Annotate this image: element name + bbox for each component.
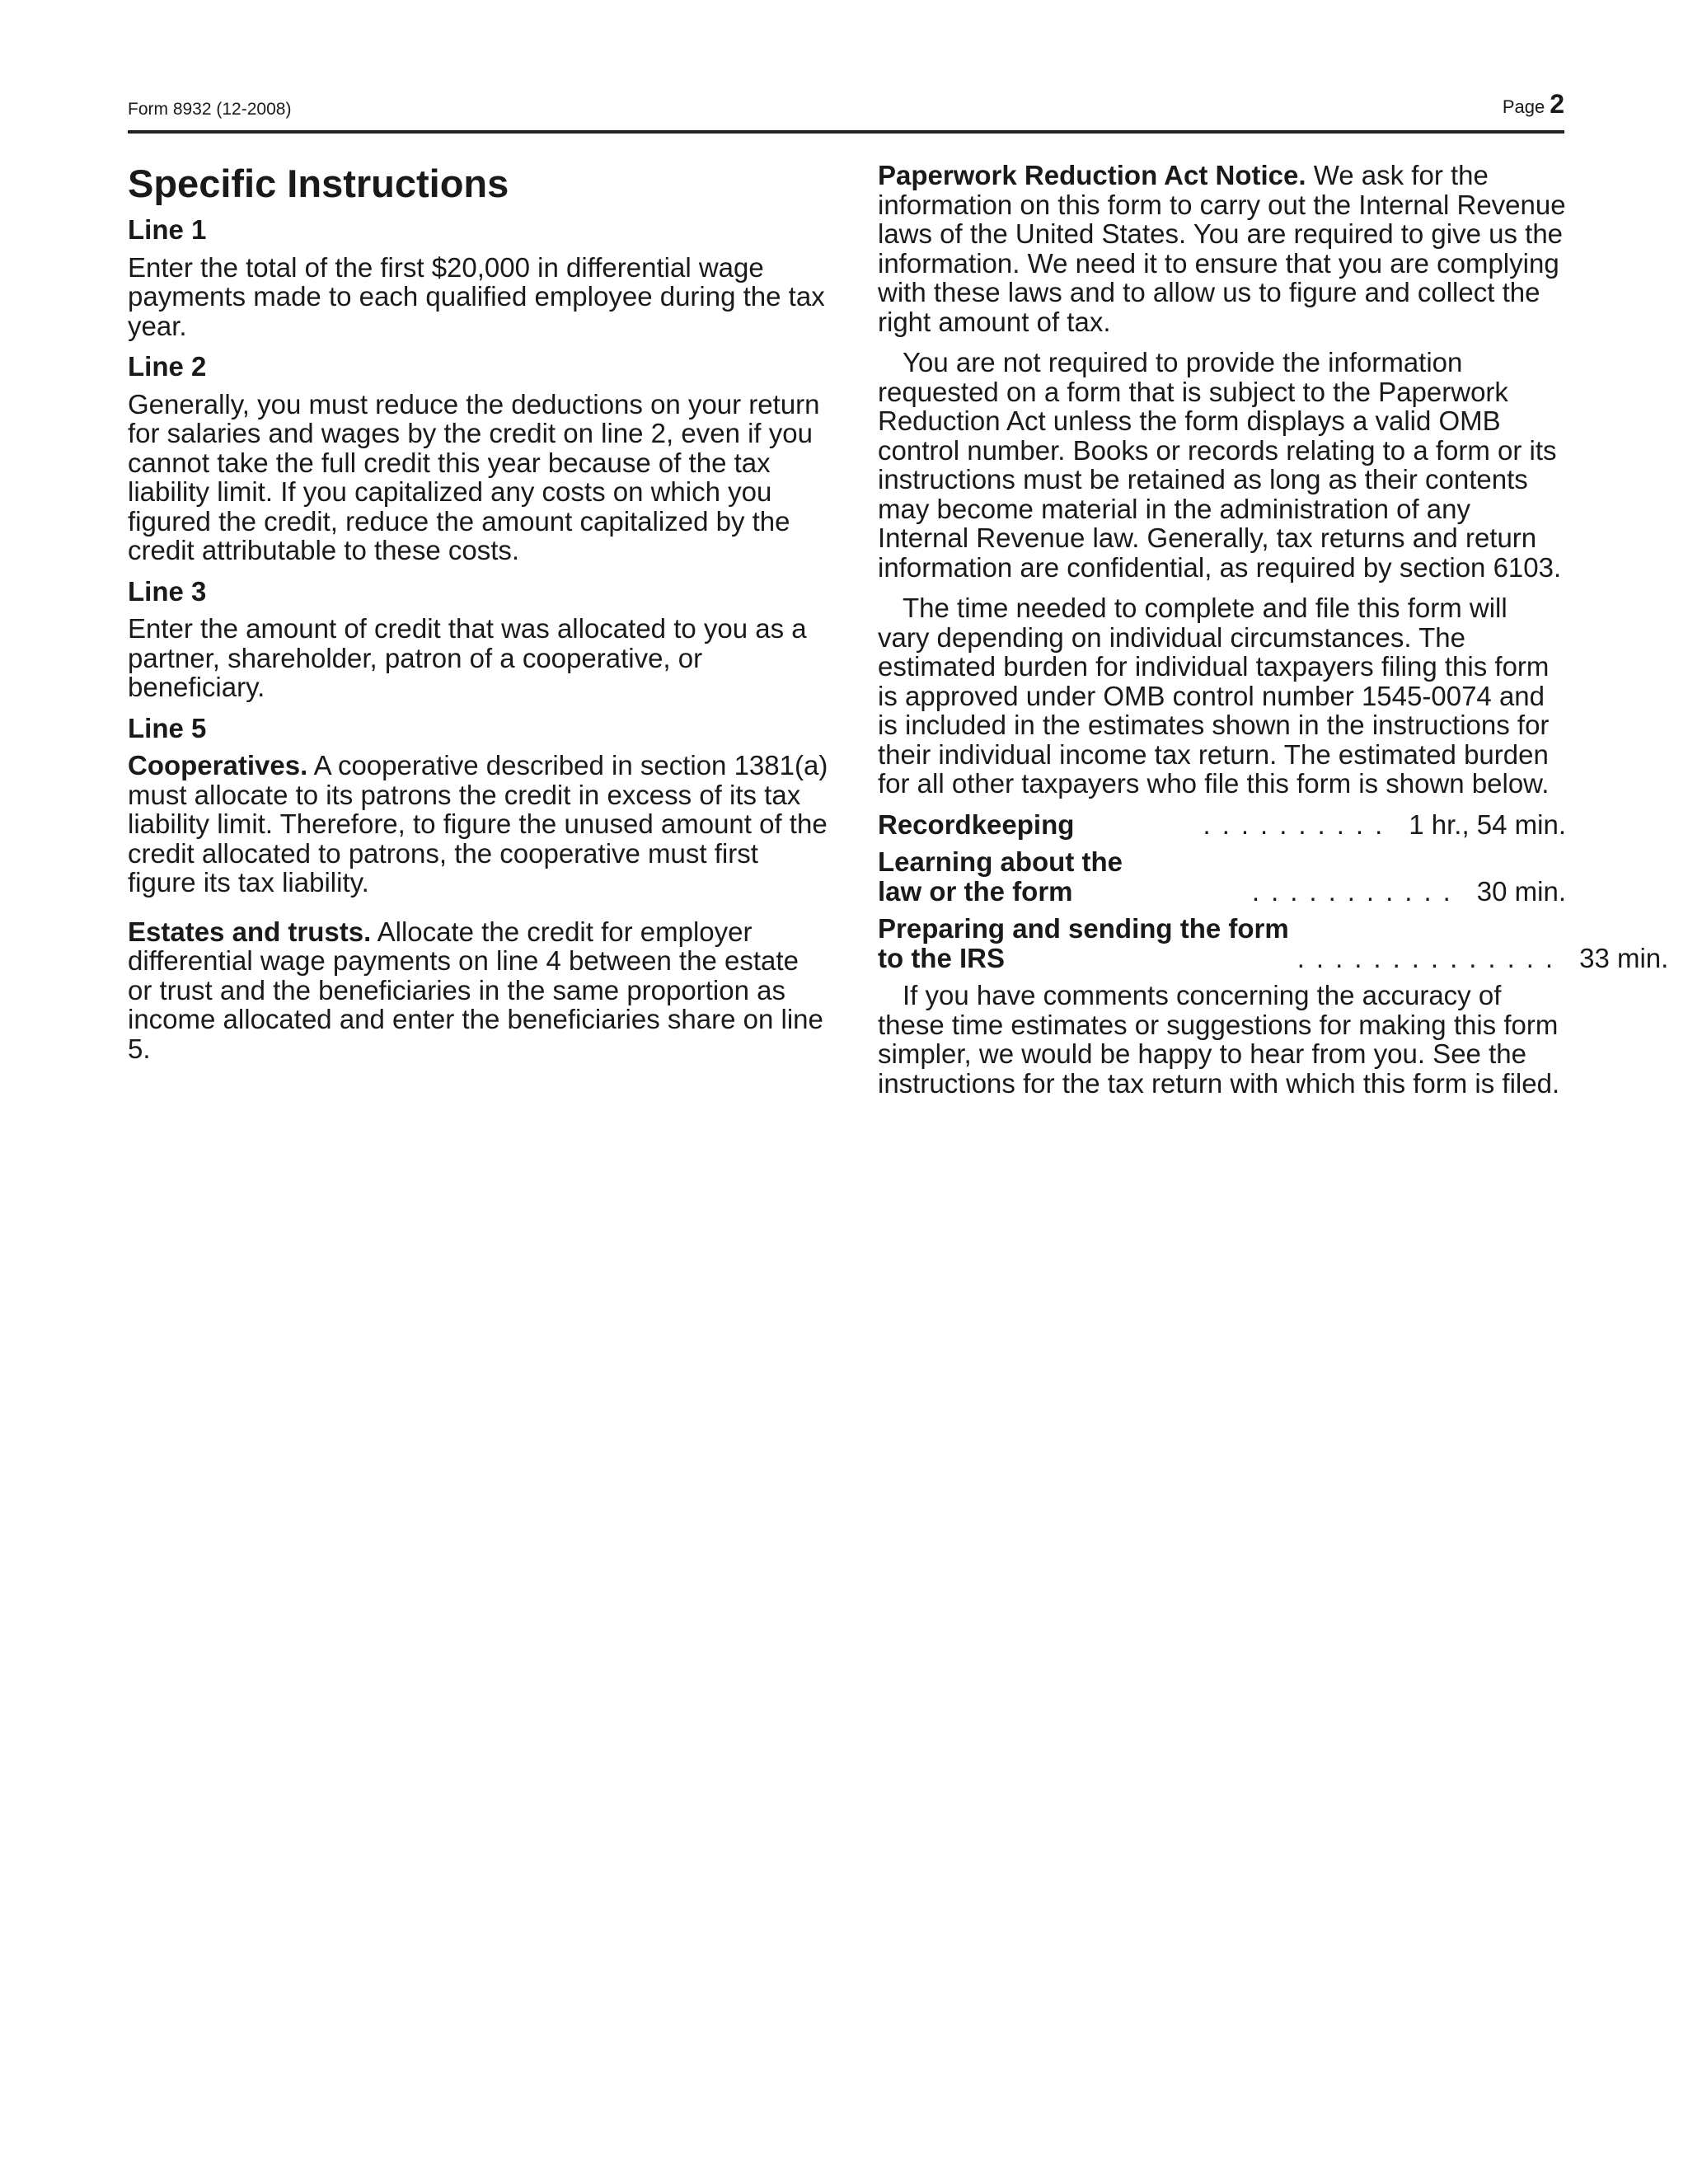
leader-dots: ...........: [1251, 875, 1462, 907]
omb-paragraph: You are not required to provide the information requested on a form that is subject to the Paperwork Reduction Act unless the form displays a valid OMB control number. Books or records relating to a form or its instructions must be retained as long as their contents may become material in the administration of any Internal Revenue law. Generally, tax returns and return information are confidential, as required by section 6103.: [878, 347, 1562, 583]
line3-heading: Line 3: [128, 575, 207, 607]
cooperatives-heading: Cooperatives.: [128, 750, 308, 780]
paperwork-text: We ask for the information on this form to carry out the Internal Revenue laws of the United States. You are required to give us the information. We need it to ensure that you are complying with these laws and to allow us to figure and collect the right amount of tax.: [878, 160, 1566, 337]
left-column: [128, 161, 828, 1075]
line1-paragraph: Enter the total of the first $20,000 in differential wage payments made to each qualified employee during the tax year.: [128, 251, 825, 341]
paperwork-heading: Paperwork Reduction Act Notice.: [878, 160, 1306, 190]
page-header: [128, 89, 1564, 134]
page-number: 2: [1550, 89, 1564, 119]
right-column: [878, 160, 1669, 1109]
line1-heading: Line 1: [128, 214, 207, 245]
recordkeeping-time: 1 hr., 54 min.: [1409, 808, 1566, 840]
learning-label-line1: Learning about the: [878, 846, 1123, 877]
learning-label: [878, 847, 1123, 906]
burden-paragraph: The time needed to complete and file this form will vary depending on individual circumstances. The estimated burden for individual taxpayers filing this form is approved under OMB control number 1545-0074 and is included in the estimates shown in the instructions for their individual income tax return. The estimated burden for all other taxpayers who file this form is shown below.: [878, 593, 1550, 799]
preparing-label-line1: Preparing and sending the form: [878, 913, 1289, 944]
recordkeeping-label: Recordkeeping: [878, 808, 1075, 840]
leader-dots: ..............: [1296, 942, 1565, 973]
section-title: Specific Instructions: [128, 162, 509, 205]
comments-paragraph: If you have comments concerning the accuracy of these time estimates or suggestions for making this form simpler, we would be happy to hear from you. See the instructions for the tax return with which this form is filed.: [878, 980, 1560, 1099]
line2-heading: Line 2: [128, 351, 207, 382]
page-label: Page: [1502, 96, 1545, 117]
learning-time: 30 min.: [1476, 875, 1566, 907]
preparing-label: [878, 914, 1289, 972]
preparing-time: 33 min.: [1579, 942, 1669, 973]
estates-text: Allocate the credit for employer differential wage payments on line 4 between the estate or trust and the beneficiaries in the same proportion as income allocated and enter the beneficiaries share on line 5.: [128, 916, 823, 1064]
preparing-row: [878, 913, 1669, 973]
paperwork-paragraph: [878, 161, 1566, 336]
cooperatives-paragraph: [128, 751, 828, 898]
recordkeeping-row: [878, 810, 1566, 840]
estates-paragraph: [128, 917, 828, 1064]
form-identifier: Form 8932 (12-2008): [128, 100, 292, 119]
page-indicator: [1503, 89, 1564, 120]
line2-paragraph: Generally, you must reduce the deductions on your return for salaries and wages by the credit on line 2, even if you cannot take the full credit this year because of the tax liability limit. If you capitalized any costs on which you figured the credit, reduce the amount capitalized by the credit attributable to these costs.: [128, 388, 820, 565]
line5-heading: Line 5: [128, 712, 207, 743]
learning-row: [878, 847, 1566, 906]
cooperatives-text: A cooperative described in section 1381(a) must allocate to its patrons the credit in excess of its tax liability limit. Therefore, to figure the unused amount of the credit allocated to patrons, the cooperative must first figure its tax liability.: [128, 750, 828, 898]
line3-paragraph: Enter the amount of credit that was allocated to you as a partner, shareholder, patron of a cooperative, or beneficiary.: [128, 613, 807, 702]
learning-label-line2: law or the form: [878, 875, 1073, 907]
estates-heading: Estates and trusts.: [128, 916, 372, 947]
preparing-label-line2: to the IRS: [878, 942, 1005, 973]
leader-dots: ..........: [1203, 808, 1395, 840]
